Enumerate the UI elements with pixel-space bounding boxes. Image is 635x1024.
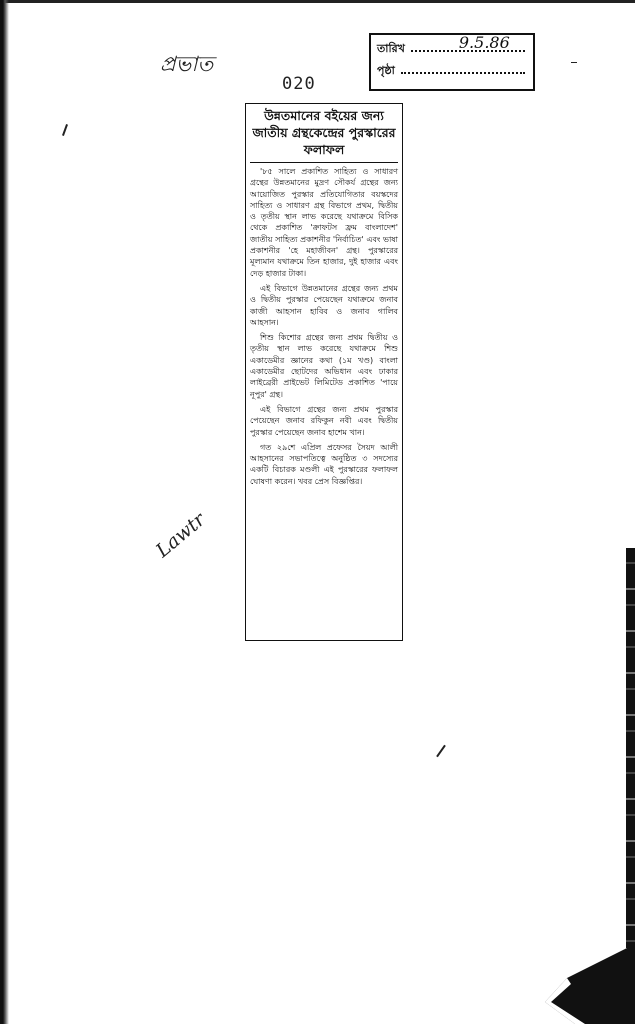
page-number: 020 bbox=[282, 74, 316, 94]
clipping-headline: উন্নতমানের বইয়ের জন্য জাতীয় গ্রন্থকেন্দ্রের পুরস্কারের ফলাফল bbox=[250, 107, 398, 163]
clipping-paragraph: এই বিভাগে উন্নতমানের গ্রন্থের জন্য প্রথম ও দ্বিতীয় পুরস্কার পেয়েছেন যথাক্রমে জনাব কাজী আহসান হাবিব ও জনাব গালিব আহসান। bbox=[250, 283, 398, 327]
stamp-date-row bbox=[377, 33, 527, 62]
stamp-page-label: পৃষ্ঠা bbox=[377, 64, 395, 77]
right-edge-shadow bbox=[626, 548, 635, 948]
folded-corner bbox=[545, 944, 635, 1024]
stamp-page-line bbox=[401, 72, 525, 74]
left-edge-shadow bbox=[0, 0, 9, 1024]
stamp-date-line bbox=[411, 33, 525, 52]
date-stamp bbox=[369, 33, 535, 91]
clipping-paragraph: '৮৫ সালে প্রকাশিত সাহিত্য ও সাধারণ গ্রন্থের উন্নতমানের মুদ্রণ সৌকর্য গ্রন্থের জন্য আয়োজিত পুরস্কার প্রতিযোগিতার বয়স্কদের সাহিত্য ও সাধারণ গ্রন্থ বিভাগে প্রথম, দ্বিতীয় ও তৃতীয় স্থান লাভ করেছে যথাক্রমে বিসিক থেকে প্রকাশিত 'ক্রাফটস ফ্রম বাংলাদেশ' জাতীয় সাহিত্য প্রকাশনীর 'নির্বাচিত' এবং ভাষা প্রকাশনীর 'হে মহাজীবন' গ্রন্থ। পুরস্কারের মূল্যমান যথাক্রমে তিন হাজার, দুই হাজার এবং দেড় হাজার টাকা। bbox=[250, 167, 398, 278]
stamp-date-value: 9.5.86 bbox=[458, 33, 510, 52]
top-edge-shadow bbox=[0, 0, 635, 3]
clipping-paragraph: শিশু কিশোর গ্রন্থের জন্য প্রথম দ্বিতীয় ও তৃতীয় স্থান লাভ করেছে যথাক্রমে শিশু একাডেমীর জ্ঞানের কথা (১ম খণ্ড) বাংলা একাডেমীর ছোটদের অভিধান এবং ঢাকার লাইব্রেরী প্রাইভেট লিমিটেড প্রকাশিত 'পায়ে নূপুর' গ্রন্থ। bbox=[250, 333, 398, 399]
pen-mark bbox=[571, 62, 577, 63]
stamp-page-row bbox=[377, 62, 527, 84]
handwritten-source: প্রভাত bbox=[160, 52, 214, 76]
handwritten-signature: Lawtr bbox=[151, 508, 210, 562]
pen-mark bbox=[436, 745, 446, 758]
pen-mark bbox=[62, 124, 68, 136]
clipping-paragraph: গত ২৯শে এপ্রিল প্রফেসর সৈয়দ আলী আহসানের সভাপতিত্বে অনুষ্ঠিত ৩ সদস্যের একটি বিচারক মণ্ডলী এই পুরস্কারের ফলাফল ঘোষণা করেন। খবর প্রেস বিজ্ঞপ্তির। bbox=[250, 442, 398, 486]
clipping-paragraph: এই বিভাগে গ্রন্থের জন্য প্রথম পুরস্কার পেয়েছেন জনাব রফিকুন নবী এবং দ্বিতীয় পুরস্কার পেয়েছেন জনাব হাশেম খান। bbox=[250, 404, 398, 437]
newspaper-clipping bbox=[245, 103, 403, 641]
stamp-date-label: তারিখ bbox=[377, 42, 405, 55]
